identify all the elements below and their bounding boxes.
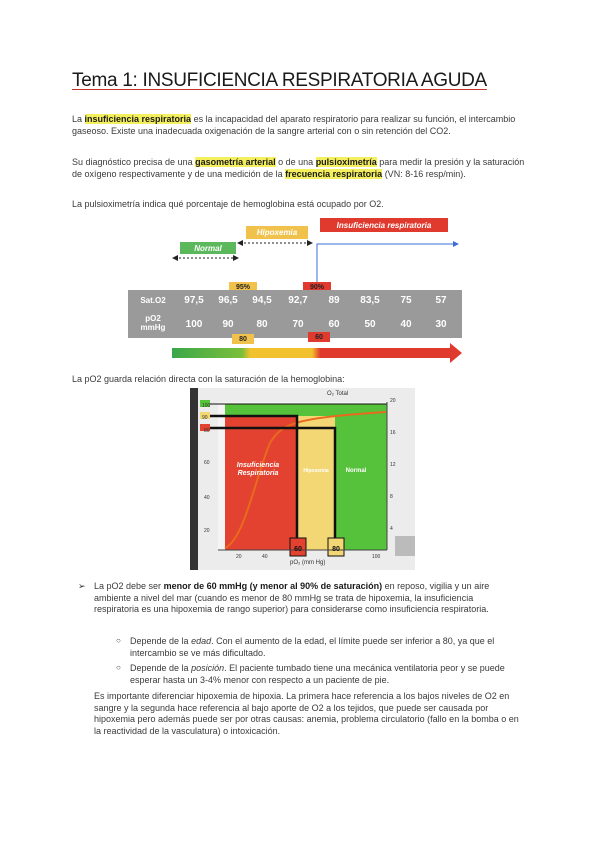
fig2-x-tick: 40 [262, 554, 268, 560]
row-header-po2-line1: pO2 [145, 314, 161, 323]
fig2-tag-60: 60 [294, 546, 302, 553]
sub-bullet-position [130, 663, 520, 686]
highlight-term: frecuencia respiratoria [285, 168, 383, 179]
highlight-term: gasometría arterial [195, 157, 276, 167]
sub-bullet-age [130, 636, 520, 659]
fig2-y-tick: 100 [202, 403, 211, 409]
fig2-r-tick: 8 [390, 494, 393, 500]
sat-value: 96,5 [218, 295, 238, 306]
po2-value: 70 [292, 319, 304, 330]
text: para medir la presión y la saturación de oxígeno respectivamente y de una medición de la [72, 157, 525, 179]
fig2-label-insuf [228, 462, 288, 478]
intro-paragraph-3: La pulsioximetría indica qué porcentaje de hemoglobina está ocupado por O2. [72, 199, 384, 209]
text: La [72, 114, 85, 124]
relation-text: La pO2 guarda relación directa con la saturación de la hemoglobina: [72, 374, 345, 384]
row-header-po2 [132, 314, 174, 332]
italic-text: posición [191, 663, 225, 673]
fig2-r-tick: 12 [390, 462, 396, 468]
text: Su diagnóstico precisa de una [72, 157, 196, 167]
fig2-y-tick: 20 [204, 528, 210, 534]
circle-bullet-icon: ○ [116, 663, 121, 672]
bold-text: menor de 60 mmHg (y menor al 90% de saturación) [163, 581, 383, 591]
arrow-bullet-icon: ➢ [78, 581, 86, 591]
fig2-r-tick: 4 [390, 526, 393, 532]
fig2-r-tick: 16 [390, 430, 396, 436]
highlight-term: insuficiencia respiratoria [84, 114, 192, 124]
text: (VN: 8-16 resp/min). [382, 168, 466, 179]
text: . Con el aumento de la edad, el límite puede ser inferior a 80, ya que el intercambio se ve más dificultado. [130, 636, 495, 658]
label-normal: Normal [180, 242, 236, 254]
fig2-y-tick: 60 [204, 460, 210, 466]
fig2-label-normal: Normal [345, 468, 367, 474]
text: o de una [275, 157, 316, 167]
sat-value: 57 [435, 295, 447, 306]
po2-value: 30 [435, 319, 447, 330]
fig2-label-insuf-line2: Respiratoria [237, 470, 279, 477]
text: Depende de la [130, 663, 192, 673]
po2-value: 40 [400, 319, 412, 330]
fig2-tag-80: 80 [332, 546, 340, 553]
sat-value: 97,5 [184, 295, 204, 306]
text: es la incapacidad del aparato respiratorio para realizar su función, el intercambio gaseoso. Existe una inadecuada oxigenación de la sangre arterial con o sin retención del CO2. [72, 114, 516, 136]
text: La pO2 debe ser [94, 581, 164, 591]
fig2-y-tick: 90 [202, 415, 208, 421]
text: en reposo, vigilia y un aire ambiente a nivel del mar (cuando es menor de 80 mmHg se trata de hipoxemia, la insuficiencia respiratoria es una hipoxemia de rango superior) para considerarse como insuficiencia respiratoria. [94, 581, 490, 614]
label-hipoxemia: Hipoxemia [246, 226, 308, 239]
fig2-x-tick: 20 [236, 554, 242, 560]
text: . El paciente tumbado tiene una mecánica ventilatoria peor y se puede esperar hasta un 3-4% menor con respecto a un paciente de pie. [130, 663, 505, 685]
tag-60: 60 [308, 332, 330, 342]
fig2-label-hipox: Hipoxemia [303, 468, 329, 474]
circle-bullet-icon: ○ [116, 636, 121, 645]
po2-value: 90 [222, 319, 234, 330]
po2-value: 100 [185, 319, 203, 330]
italic-text: edad [191, 636, 212, 646]
highlight-term: pulsioximetría [315, 157, 377, 167]
po2-value: 60 [328, 319, 340, 330]
sat-value: 75 [400, 295, 412, 306]
po2-value: 50 [364, 319, 376, 330]
saturation-table [128, 290, 462, 338]
fig2-y-tick: 40 [204, 495, 210, 501]
tag-90-percent: 90% [303, 282, 331, 292]
page-title: Tema 1: INSUFICIENCIA RESPIRATORIA AGUDA [72, 70, 487, 91]
sat-value: 83,5 [360, 295, 380, 306]
sat-value: 94,5 [252, 295, 272, 306]
fig2-x-tick: 100 [372, 554, 381, 560]
fig2-r-tick: 20 [390, 398, 396, 404]
fig2-label-o2total: O₂ Total [327, 391, 349, 397]
text: Depende de la [130, 636, 192, 646]
sat-value: 92,7 [288, 295, 308, 306]
sat-value: 89 [328, 295, 340, 306]
fig2-label-insuf-line1: Insuficiencia [236, 462, 280, 469]
row-header-po2-line2: mmHg [140, 323, 166, 332]
tag-80: 80 [232, 334, 254, 344]
fig2-y-tick: 80 [204, 428, 210, 434]
tag-95-percent: 95% [229, 282, 257, 292]
label-insuficiencia: Insuficiencia respiratoria [320, 218, 448, 232]
bullet-main [94, 581, 514, 616]
fig2-xlabel: pO₂ (mm Hg) [290, 560, 326, 566]
po2-value: 80 [256, 319, 268, 330]
row-header-sat: Sat.O2 [140, 296, 166, 305]
closing-paragraph: Es importante diferenciar hipoxemia de hipoxia. La primera hace referencia a los bajos niveles de O2 en sangre y la segunda hace referencia al bajo aporte de O2 a los tejidos, que puede ser causada por hipoxemia pero además puede ser por otras causas: anemia, problema circulatorio (fallo en la bomba o en la reactividad de la vasculatura) o intoxicación. [94, 691, 519, 736]
dissociation-curve-figure [190, 388, 415, 570]
